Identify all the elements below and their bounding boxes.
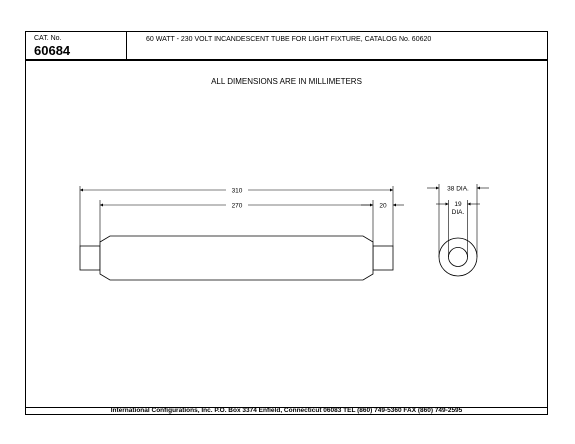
tube-end-view	[439, 238, 477, 276]
overall-length-label: 310	[231, 187, 243, 195]
inner-circle	[449, 248, 468, 267]
tube-body	[100, 236, 373, 280]
catalog-number: 60684	[34, 43, 71, 58]
tube-side-view	[80, 236, 393, 280]
catalog-label: CAT. No.	[34, 35, 62, 42]
drawing-sheet	[25, 31, 548, 415]
dimensions-note: ALL DIMENSIONS ARE IN MILLIMETERS	[211, 77, 362, 86]
cap-length-label: 20	[379, 202, 387, 210]
product-title: 60 WATT - 230 VOLT INCANDESCENT TUBE FOR LIGHT FIXTURE, CATALOG No. 60620	[146, 36, 432, 43]
body-length-label: 270	[231, 202, 243, 210]
outer-diameter-label: 38 DIA.	[447, 185, 469, 193]
inner-diameter-unit: DIA.	[451, 209, 465, 216]
right-end-cap	[373, 246, 393, 270]
technical-drawing	[26, 32, 549, 416]
company-footer: International Configurations, Inc. P.O. Box 3374 Enfield, Connecticut 06083 TEL (860) 749-5360 FAX (860) 749-2595	[110, 407, 463, 414]
left-end-cap	[80, 246, 100, 270]
inner-diameter-value: 19	[454, 201, 462, 208]
